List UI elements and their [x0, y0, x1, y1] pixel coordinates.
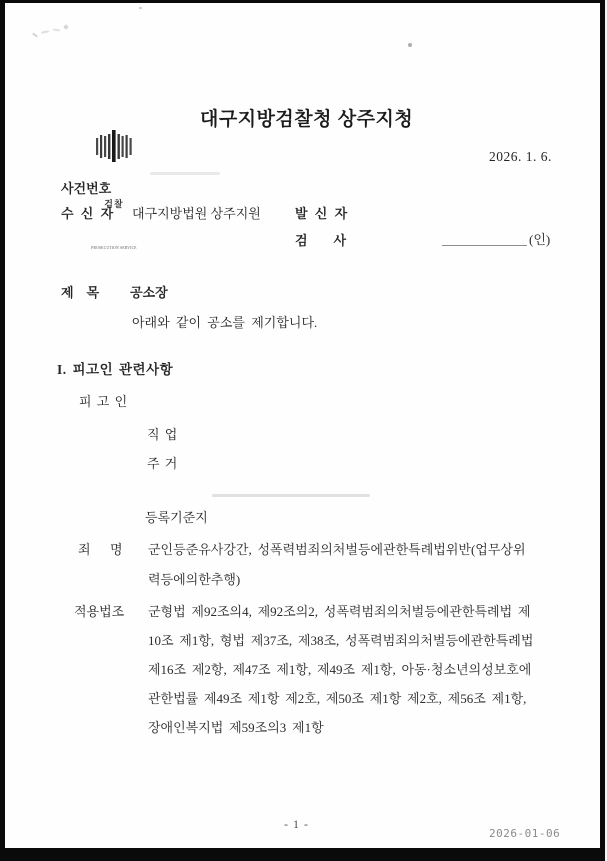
scan-speck-artifact	[139, 7, 142, 9]
seal-placeholder-label: (인)	[529, 232, 551, 247]
charge-name-line: 력등에의한추행)	[148, 572, 241, 587]
charge-name-label: 죄 명	[78, 542, 123, 557]
case-number-label: 사건번호	[61, 181, 112, 196]
prosecution-emblem-icon	[92, 129, 136, 163]
scan-dot-artifact	[408, 43, 412, 47]
faint-streak-artifact	[150, 172, 220, 175]
applicable-law-line: 제16조 제2항, 제47조 제1항, 제49조 제1항, 아동·청소년의성보호에	[148, 662, 532, 677]
subject-value: 공소장	[130, 285, 168, 300]
section-1-heading: I. 피고인 관련사항	[57, 362, 174, 377]
office-title: 대구지방검찰청 상주지청	[200, 109, 414, 130]
applicable-law-line: 관한법률 제49조 제1항 제2호, 제50조 제1항 제2호, 제56조 제1항,	[148, 691, 527, 706]
residence-label: 주 거	[147, 456, 179, 471]
scan-footer-date: 2026-01-06	[489, 827, 561, 840]
registry-label: 등록기준지	[145, 510, 208, 525]
defendant-label: 피 고 인	[79, 394, 129, 409]
logo-english-label: PROSECUTION SERVICE	[91, 245, 137, 250]
occupation-label: 직 업	[147, 427, 179, 442]
document-date: 2026. 1. 6.	[489, 149, 552, 164]
sender-label: 발 신 자	[295, 206, 350, 221]
page-number: - 1 -	[284, 817, 309, 831]
applicable-law-line: 군형법 제92조의4, 제92조의2, 성폭력범죄의처벌등에관한특례법 제	[148, 604, 531, 619]
intro-sentence: 아래와 같이 공소를 제기합니다.	[132, 315, 318, 330]
applicable-law-line: 장애인복지법 제59조의3 제1항	[148, 720, 324, 735]
prosecutor-label: 검 사	[295, 233, 347, 248]
charge-name-line: 군인등준유사강간, 성폭력범죄의처벌등에관한특례법위반(업무상위	[148, 542, 526, 557]
prosecutor-signature-line	[442, 233, 527, 246]
applicable-law-line: 10조 제1항, 형법 제37조, 제38조, 성폭력범죄의처벌등에관한특례법	[148, 633, 534, 648]
recipient-label: 수 신 자	[61, 206, 116, 221]
logo-korean-label: 검찰	[104, 199, 124, 209]
whiteout-streak-artifact	[212, 494, 370, 497]
pencil-smudge-artifact	[32, 25, 74, 41]
subject-label: 제 목	[61, 285, 100, 300]
recipient-value: 대구지방법원 상주지원	[132, 206, 261, 221]
applicable-law-label: 적용법조	[74, 604, 125, 619]
